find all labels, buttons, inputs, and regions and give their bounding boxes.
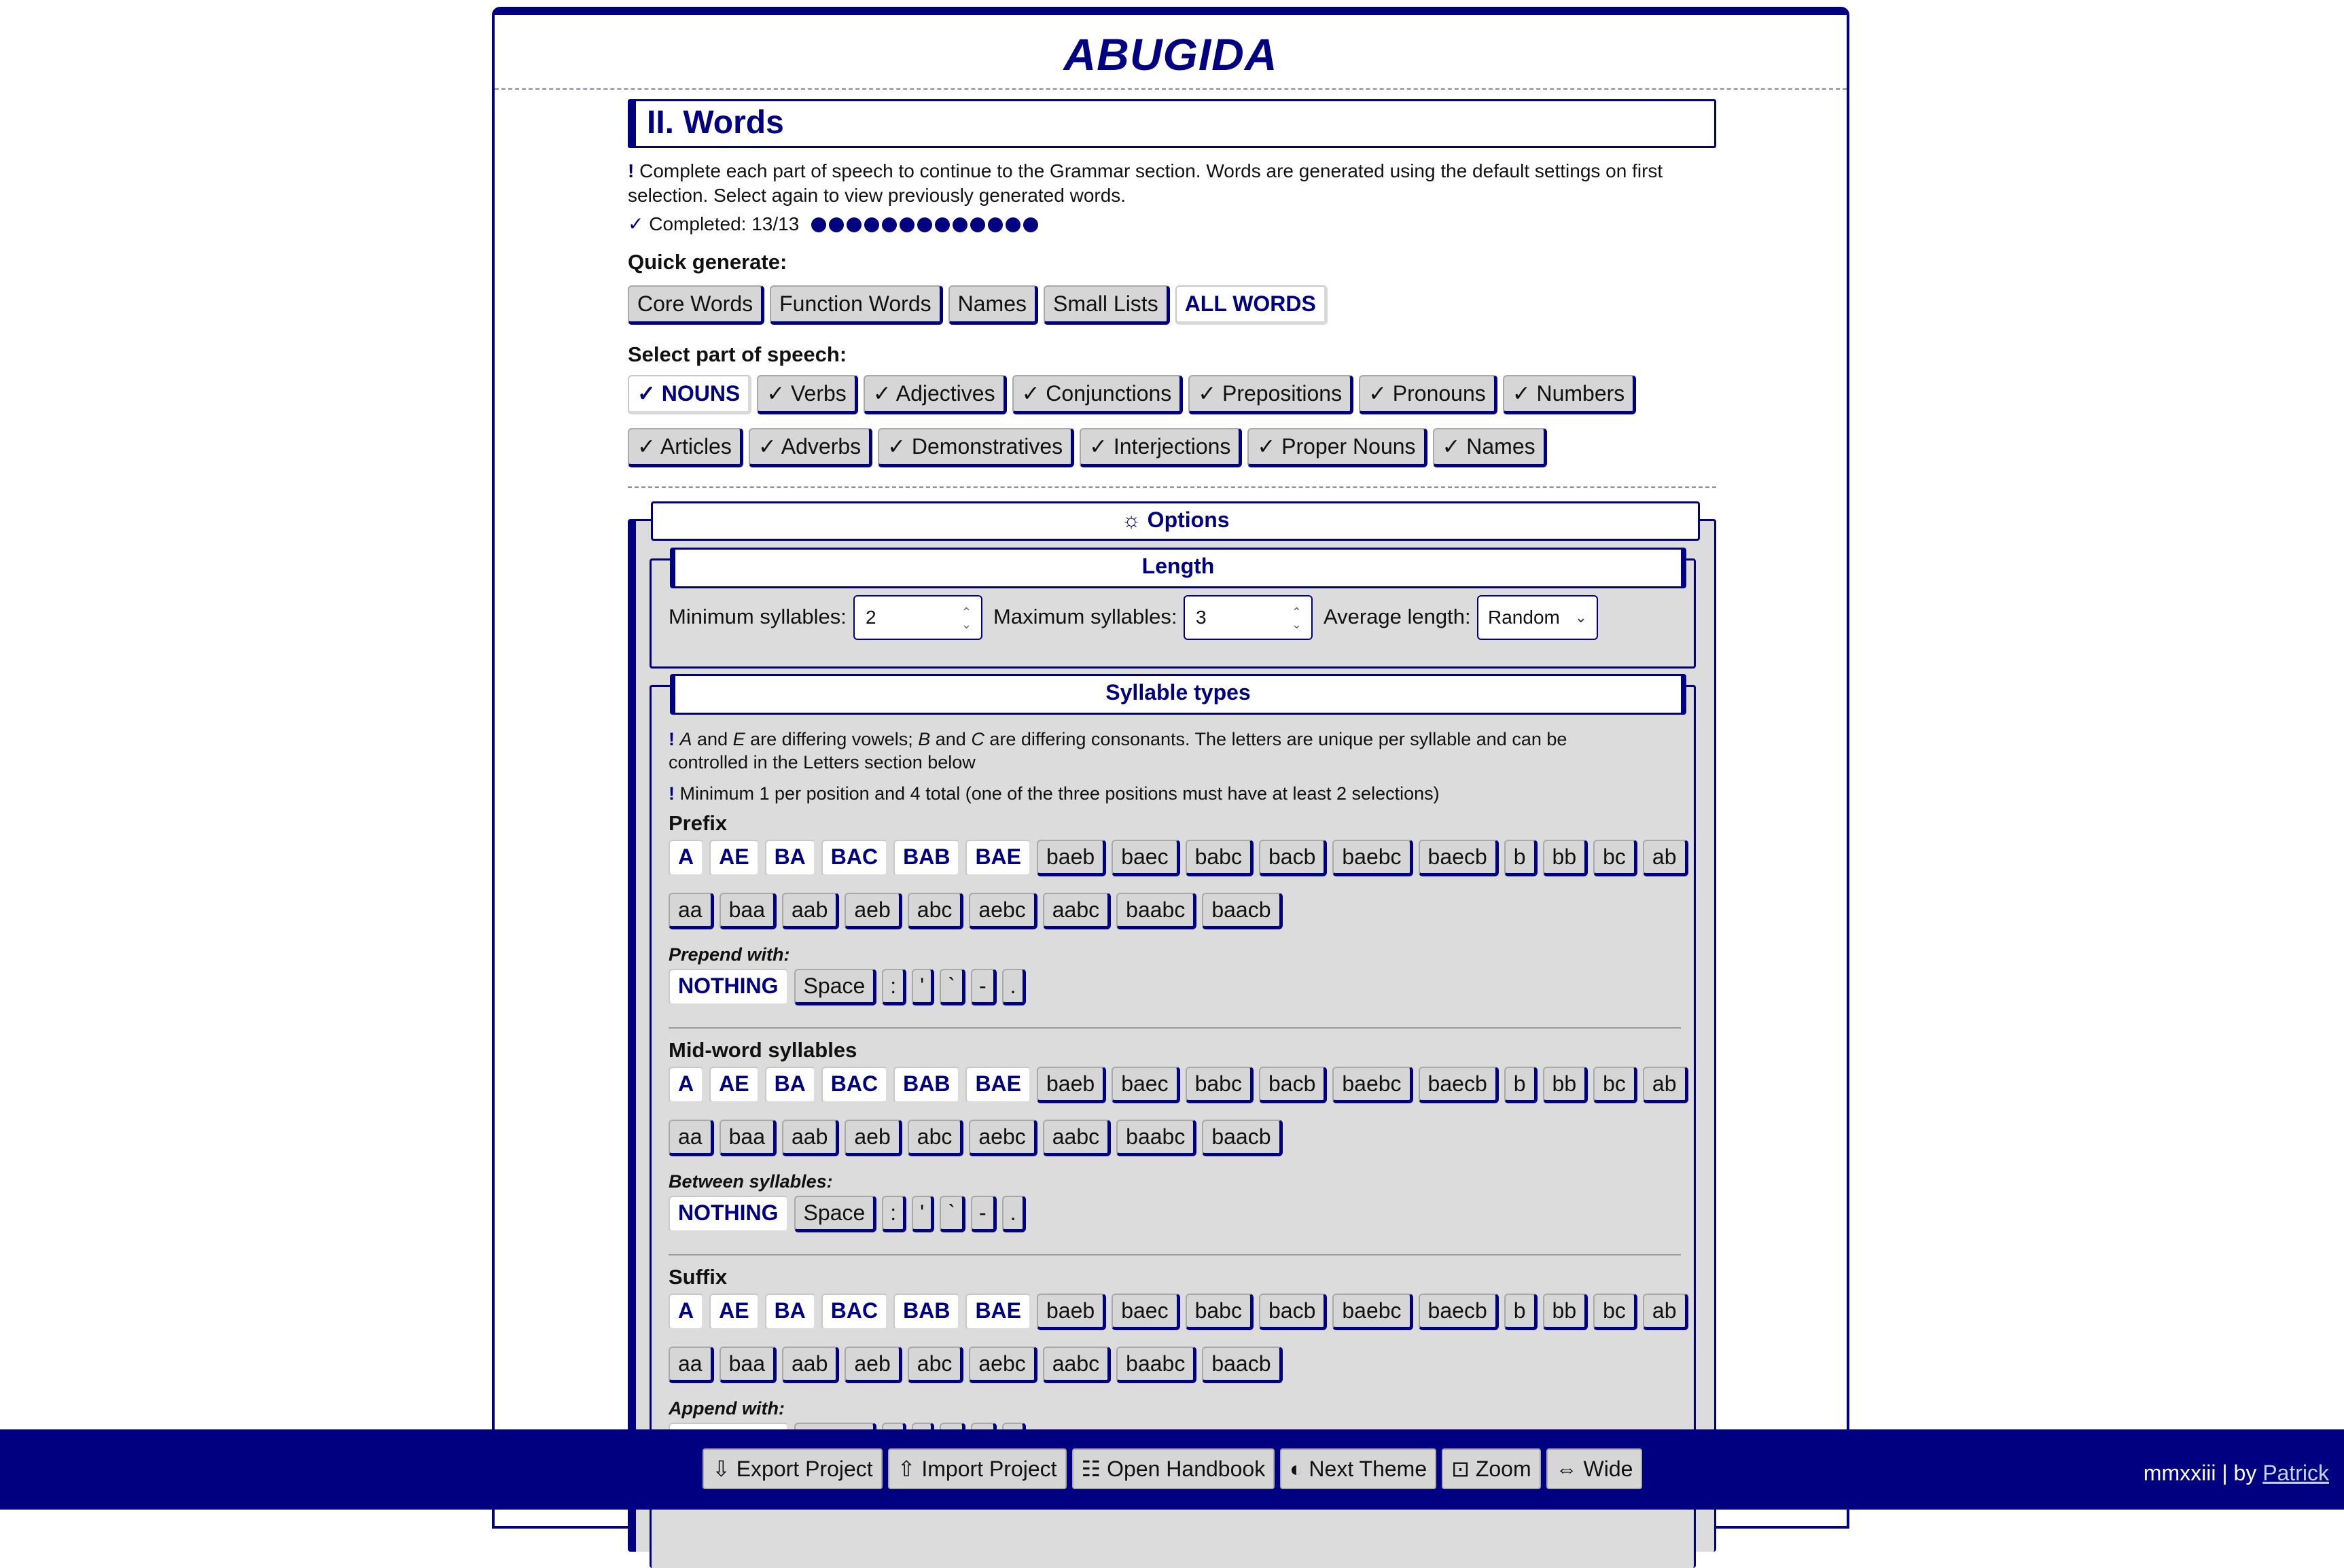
pos-nouns-button[interactable]: ✓ NOUNS xyxy=(628,375,751,414)
syllable-type-toggle[interactable]: BAE xyxy=(965,1294,1031,1330)
note-text: Minimum 1 per position and 4 total (one of the three positions must have at least 2 selections) xyxy=(679,783,1440,804)
syllable-type-toggle[interactable]: bc xyxy=(1593,840,1637,876)
syllable-type-toggle[interactable]: aa xyxy=(669,1347,714,1383)
completion-dot xyxy=(847,217,862,232)
completion-dot xyxy=(935,217,950,232)
section-title: II. Words xyxy=(628,99,1716,148)
completed-text: Completed: 13/13 xyxy=(649,213,800,234)
syllable-type-toggle[interactable]: baebc xyxy=(1332,1067,1413,1103)
completion-dot xyxy=(1023,217,1038,232)
syllable-type-toggle[interactable]: BA xyxy=(765,840,816,876)
completion-dot xyxy=(864,217,879,232)
syllable-type-toggle[interactable]: BAB xyxy=(893,840,960,876)
consonant-b: B xyxy=(918,729,931,749)
prefix-row-2 xyxy=(669,893,1283,929)
separator-option[interactable]: - xyxy=(971,1196,997,1232)
syllable-type-toggle[interactable]: aebc xyxy=(969,1347,1037,1383)
append-label: Append with: xyxy=(669,1398,785,1419)
syllable-type-toggle[interactable]: baeb xyxy=(1037,1067,1106,1103)
syllable-type-toggle[interactable]: babc xyxy=(1186,1294,1254,1330)
syllable-type-toggle[interactable]: aebc xyxy=(969,1120,1037,1156)
syllable-type-toggle[interactable]: BAC xyxy=(821,1067,888,1103)
mid-row-1 xyxy=(669,1067,1688,1103)
pos-row-1 xyxy=(628,375,1636,414)
pos-adjectives-button[interactable]: ✓ Adjectives xyxy=(864,375,1007,414)
completion-dot xyxy=(829,217,844,232)
syllable-type-toggle[interactable]: bc xyxy=(1593,1067,1637,1103)
syllable-type-toggle[interactable]: ab xyxy=(1643,840,1688,876)
chevron-down-icon: ⌄ xyxy=(1574,609,1587,626)
syllable-type-toggle[interactable]: AE xyxy=(709,1294,759,1330)
syllable-type-toggle[interactable]: baacb xyxy=(1202,893,1282,929)
suffix-label: Suffix xyxy=(669,1265,728,1289)
syllable-type-toggle[interactable]: abc xyxy=(908,893,964,929)
function-words-button[interactable]: Function Words xyxy=(770,285,943,325)
syllable-type-toggle[interactable]: BA xyxy=(765,1067,816,1103)
syllable-type-toggle[interactable]: b xyxy=(1504,1067,1538,1103)
mid-row-2 xyxy=(669,1120,1283,1156)
syllable-type-toggle[interactable]: bacb xyxy=(1259,840,1327,876)
separator-option[interactable]: - xyxy=(971,969,997,1005)
syllable-type-toggle[interactable]: baacb xyxy=(1202,1120,1282,1156)
syllable-types-title: Syllable types xyxy=(670,674,1686,715)
syllable-type-toggle[interactable]: aabc xyxy=(1043,1347,1111,1383)
pos-prepositions-button[interactable]: ✓ Prepositions xyxy=(1188,375,1353,414)
quick-generate-buttons xyxy=(628,285,1328,325)
completion-dot xyxy=(900,217,914,232)
syllable-type-toggle[interactable]: BAC xyxy=(821,840,888,876)
syllable-type-toggle[interactable]: bb xyxy=(1543,1067,1588,1103)
section-note-line2: selection. Select again to view previously generated words. xyxy=(628,185,1126,206)
syllable-type-toggle[interactable]: b xyxy=(1504,840,1538,876)
syllable-type-toggle[interactable]: baa xyxy=(720,893,777,929)
credit xyxy=(2144,1461,2329,1486)
syllable-type-toggle[interactable]: baecb xyxy=(1419,1294,1499,1330)
prefix-row-1 xyxy=(669,840,1688,876)
section-note-text: Complete each part of speech to continue to the Grammar section. Words are generated using the default settings on first xyxy=(639,160,1663,181)
syllable-type-toggle[interactable]: baecb xyxy=(1419,1067,1499,1103)
footer-buttons xyxy=(703,1448,1642,1489)
pos-articles-button[interactable]: ✓ Articles xyxy=(628,428,743,467)
core-words-button[interactable]: Core Words xyxy=(628,285,764,325)
options-toggle[interactable]: ☼ Options xyxy=(651,501,1700,541)
pos-demonstratives-button[interactable]: ✓ Demonstratives xyxy=(878,428,1074,467)
info-icon: ! xyxy=(669,729,675,749)
syllable-type-toggle[interactable]: bc xyxy=(1593,1294,1637,1330)
syllable-type-toggle[interactable]: aa xyxy=(669,893,714,929)
completion-dot xyxy=(811,217,826,232)
max-syllables-input[interactable] xyxy=(1184,595,1313,640)
small-lists-button[interactable]: Small Lists xyxy=(1044,285,1170,325)
separator-option[interactable]: Space xyxy=(794,1196,877,1232)
pos-proper-nouns-button[interactable]: ✓ Proper Nouns xyxy=(1247,428,1427,467)
separator-option[interactable]: Space xyxy=(794,969,877,1005)
divider xyxy=(669,1027,1681,1029)
syllable-type-toggle[interactable]: aabc xyxy=(1043,893,1111,929)
syllable-type-toggle[interactable]: bacb xyxy=(1259,1294,1327,1330)
footer-bar xyxy=(0,1429,2344,1510)
syllable-type-toggle[interactable]: baebc xyxy=(1332,840,1413,876)
spinner-icon[interactable]: ⌃ ⌄ xyxy=(1291,605,1302,631)
syllable-note-2 xyxy=(669,781,1440,806)
pos-conjunctions-button[interactable]: ✓ Conjunctions xyxy=(1012,375,1184,414)
syllable-type-toggle[interactable]: baacb xyxy=(1202,1347,1282,1383)
export-project-button[interactable]: ⇩ Export Project xyxy=(703,1448,883,1489)
names-button[interactable]: Names xyxy=(948,285,1038,325)
syllable-type-toggle[interactable]: aebc xyxy=(969,893,1037,929)
syllable-type-toggle[interactable]: BAE xyxy=(965,1067,1031,1103)
syllable-type-toggle[interactable]: AE xyxy=(709,840,759,876)
all-words-button[interactable]: ALL WORDS xyxy=(1175,285,1328,325)
max-syllables-label: Maximum syllables: xyxy=(993,605,1177,628)
length-title: Length xyxy=(670,548,1686,588)
note-text: and xyxy=(930,729,972,749)
note-text: and xyxy=(692,729,733,749)
syllable-type-toggle[interactable]: aab xyxy=(782,1120,839,1156)
syllable-note-1 xyxy=(669,727,1567,751)
syllable-type-toggle[interactable]: abc xyxy=(908,1347,964,1383)
pos-row-2 xyxy=(628,428,1547,467)
syllable-type-toggle[interactable]: baabc xyxy=(1116,1120,1196,1156)
options-divider xyxy=(628,486,1716,488)
app-title: ABUGIDA xyxy=(1063,29,1278,79)
between-options xyxy=(669,1196,1026,1232)
syllable-type-toggle[interactable]: A xyxy=(669,1294,704,1330)
note-text: are differing consonants. The letters are unique per syllable and can be xyxy=(984,729,1567,749)
info-icon: ! xyxy=(669,783,675,804)
min-syllables-input[interactable] xyxy=(853,595,982,640)
syllable-type-toggle[interactable]: aeb xyxy=(845,1120,902,1156)
suffix-row-1 xyxy=(669,1294,1688,1330)
syllable-type-toggle[interactable]: ab xyxy=(1643,1294,1688,1330)
syllable-type-toggle[interactable]: BAB xyxy=(893,1067,960,1103)
syllable-type-toggle[interactable]: baeb xyxy=(1037,840,1106,876)
info-icon: ! xyxy=(628,160,635,181)
syllable-type-toggle[interactable]: A xyxy=(669,840,704,876)
separator-option[interactable]: ' xyxy=(912,1196,934,1232)
credit-text: mmxxiii | by xyxy=(2143,1461,2263,1485)
prefix-label: Prefix xyxy=(669,811,728,835)
syllable-type-toggle[interactable]: bb xyxy=(1543,1294,1588,1330)
syllable-type-toggle[interactable]: bb xyxy=(1543,840,1588,876)
syllable-type-toggle[interactable]: baa xyxy=(720,1347,777,1383)
syllable-type-toggle[interactable]: aa xyxy=(669,1120,714,1156)
completion-dots xyxy=(811,217,1038,232)
syllable-type-toggle[interactable]: BAE xyxy=(965,840,1031,876)
syllable-type-toggle[interactable]: babc xyxy=(1186,840,1254,876)
separator-option[interactable]: . xyxy=(1002,969,1027,1005)
syllable-type-toggle[interactable]: ab xyxy=(1643,1067,1688,1103)
syllable-type-toggle[interactable]: baecb xyxy=(1419,840,1499,876)
separator-option[interactable]: ` xyxy=(940,1196,965,1232)
separator-option[interactable]: . xyxy=(1002,1196,1027,1232)
vowel-a: A xyxy=(679,729,692,749)
check-icon: ✓ xyxy=(628,213,644,234)
suffix-row-2 xyxy=(669,1347,1283,1383)
pos-interjections-button[interactable]: ✓ Interjections xyxy=(1080,428,1242,467)
syllable-type-toggle[interactable]: babc xyxy=(1186,1067,1254,1103)
next-theme-button[interactable]: ◐ Next Theme xyxy=(1280,1448,1436,1489)
syllable-type-toggle[interactable]: A xyxy=(669,1067,704,1103)
min-syllables-value: 2 xyxy=(866,607,876,628)
prepend-label: Prepend with: xyxy=(669,944,790,965)
syllable-type-toggle[interactable]: BAB xyxy=(893,1294,960,1330)
syllable-type-toggle[interactable]: baebc xyxy=(1332,1294,1413,1330)
completion-dot xyxy=(970,217,985,232)
syllable-type-toggle[interactable]: aab xyxy=(782,893,839,929)
completion-dot xyxy=(882,217,897,232)
pos-adverbs-button[interactable]: ✓ Adverbs xyxy=(749,428,872,467)
syllable-type-toggle[interactable]: AE xyxy=(709,1067,759,1103)
open-handbook-button[interactable]: ☷ Open Handbook xyxy=(1072,1448,1275,1489)
completion-dot xyxy=(953,217,967,232)
author-link[interactable]: Patrick xyxy=(2262,1461,2329,1485)
wide-button[interactable]: ⇔ Wide xyxy=(1546,1448,1643,1489)
mid-word-label: Mid-word syllables xyxy=(669,1038,857,1062)
note-text: are differing vowels; xyxy=(745,729,919,749)
syllable-type-toggle[interactable]: BA xyxy=(765,1294,816,1330)
separator-option[interactable]: ' xyxy=(912,969,934,1005)
separator-option[interactable]: NOTHING xyxy=(669,1196,789,1232)
max-syllables-value: 3 xyxy=(1196,607,1207,628)
consonant-c: C xyxy=(971,729,984,749)
syllable-type-toggle[interactable]: BAC xyxy=(821,1294,888,1330)
title-divider xyxy=(495,88,1847,90)
divider xyxy=(669,1254,1681,1255)
completion-dot xyxy=(988,217,1003,232)
syllable-type-toggle[interactable]: bacb xyxy=(1259,1067,1327,1103)
part-of-speech-label: Select part of speech: xyxy=(628,342,847,366)
syllable-type-toggle[interactable]: abc xyxy=(908,1120,964,1156)
separator-option[interactable]: : xyxy=(882,1196,906,1232)
syllable-type-toggle[interactable]: baabc xyxy=(1116,893,1196,929)
completion-dot xyxy=(917,217,932,232)
average-length-label: Average length: xyxy=(1324,605,1471,628)
zoom-button[interactable]: ⊡ Zoom xyxy=(1442,1448,1541,1489)
syllable-type-toggle[interactable]: aeb xyxy=(845,893,902,929)
syllable-type-toggle[interactable]: baabc xyxy=(1116,1347,1196,1383)
quick-generate-label: Quick generate: xyxy=(628,250,787,274)
separator-option[interactable]: : xyxy=(882,969,906,1005)
syllable-type-toggle[interactable]: baec xyxy=(1112,840,1179,876)
syllable-type-toggle[interactable]: baec xyxy=(1112,1067,1179,1103)
between-label: Between syllables: xyxy=(669,1171,833,1192)
syllable-type-toggle[interactable]: aabc xyxy=(1043,1120,1111,1156)
syllable-type-toggle[interactable]: baeb xyxy=(1037,1294,1106,1330)
syllable-type-toggle[interactable]: aab xyxy=(782,1347,839,1383)
separator-option[interactable]: NOTHING xyxy=(669,969,789,1005)
min-syllables-label: Minimum syllables: xyxy=(669,605,847,628)
syllable-type-toggle[interactable]: baec xyxy=(1112,1294,1179,1330)
average-length-value: Random xyxy=(1488,607,1560,628)
completed-status xyxy=(628,212,799,236)
import-project-button[interactable]: ⇧ Import Project xyxy=(888,1448,1067,1489)
completion-dot xyxy=(1006,217,1020,232)
section-note xyxy=(628,159,1716,183)
syllable-type-toggle[interactable]: b xyxy=(1504,1294,1538,1330)
spinner-icon[interactable]: ⌃ ⌄ xyxy=(961,605,972,631)
vowel-e: E xyxy=(732,729,745,749)
syllable-type-toggle[interactable]: aeb xyxy=(845,1347,902,1383)
syllable-note-1-line2: controlled in the Letters section below xyxy=(669,752,976,772)
syllable-type-toggle[interactable]: baa xyxy=(720,1120,777,1156)
pos-numbers-button[interactable]: ✓ Numbers xyxy=(1503,375,1637,414)
pos-pronouns-button[interactable]: ✓ Pronouns xyxy=(1359,375,1497,414)
prepend-options xyxy=(669,969,1026,1005)
separator-option[interactable]: ` xyxy=(940,969,965,1005)
pos-names-button[interactable]: ✓ Names xyxy=(1433,428,1547,467)
average-length-select[interactable] xyxy=(1477,595,1598,640)
pos-verbs-button[interactable]: ✓ Verbs xyxy=(757,375,858,414)
